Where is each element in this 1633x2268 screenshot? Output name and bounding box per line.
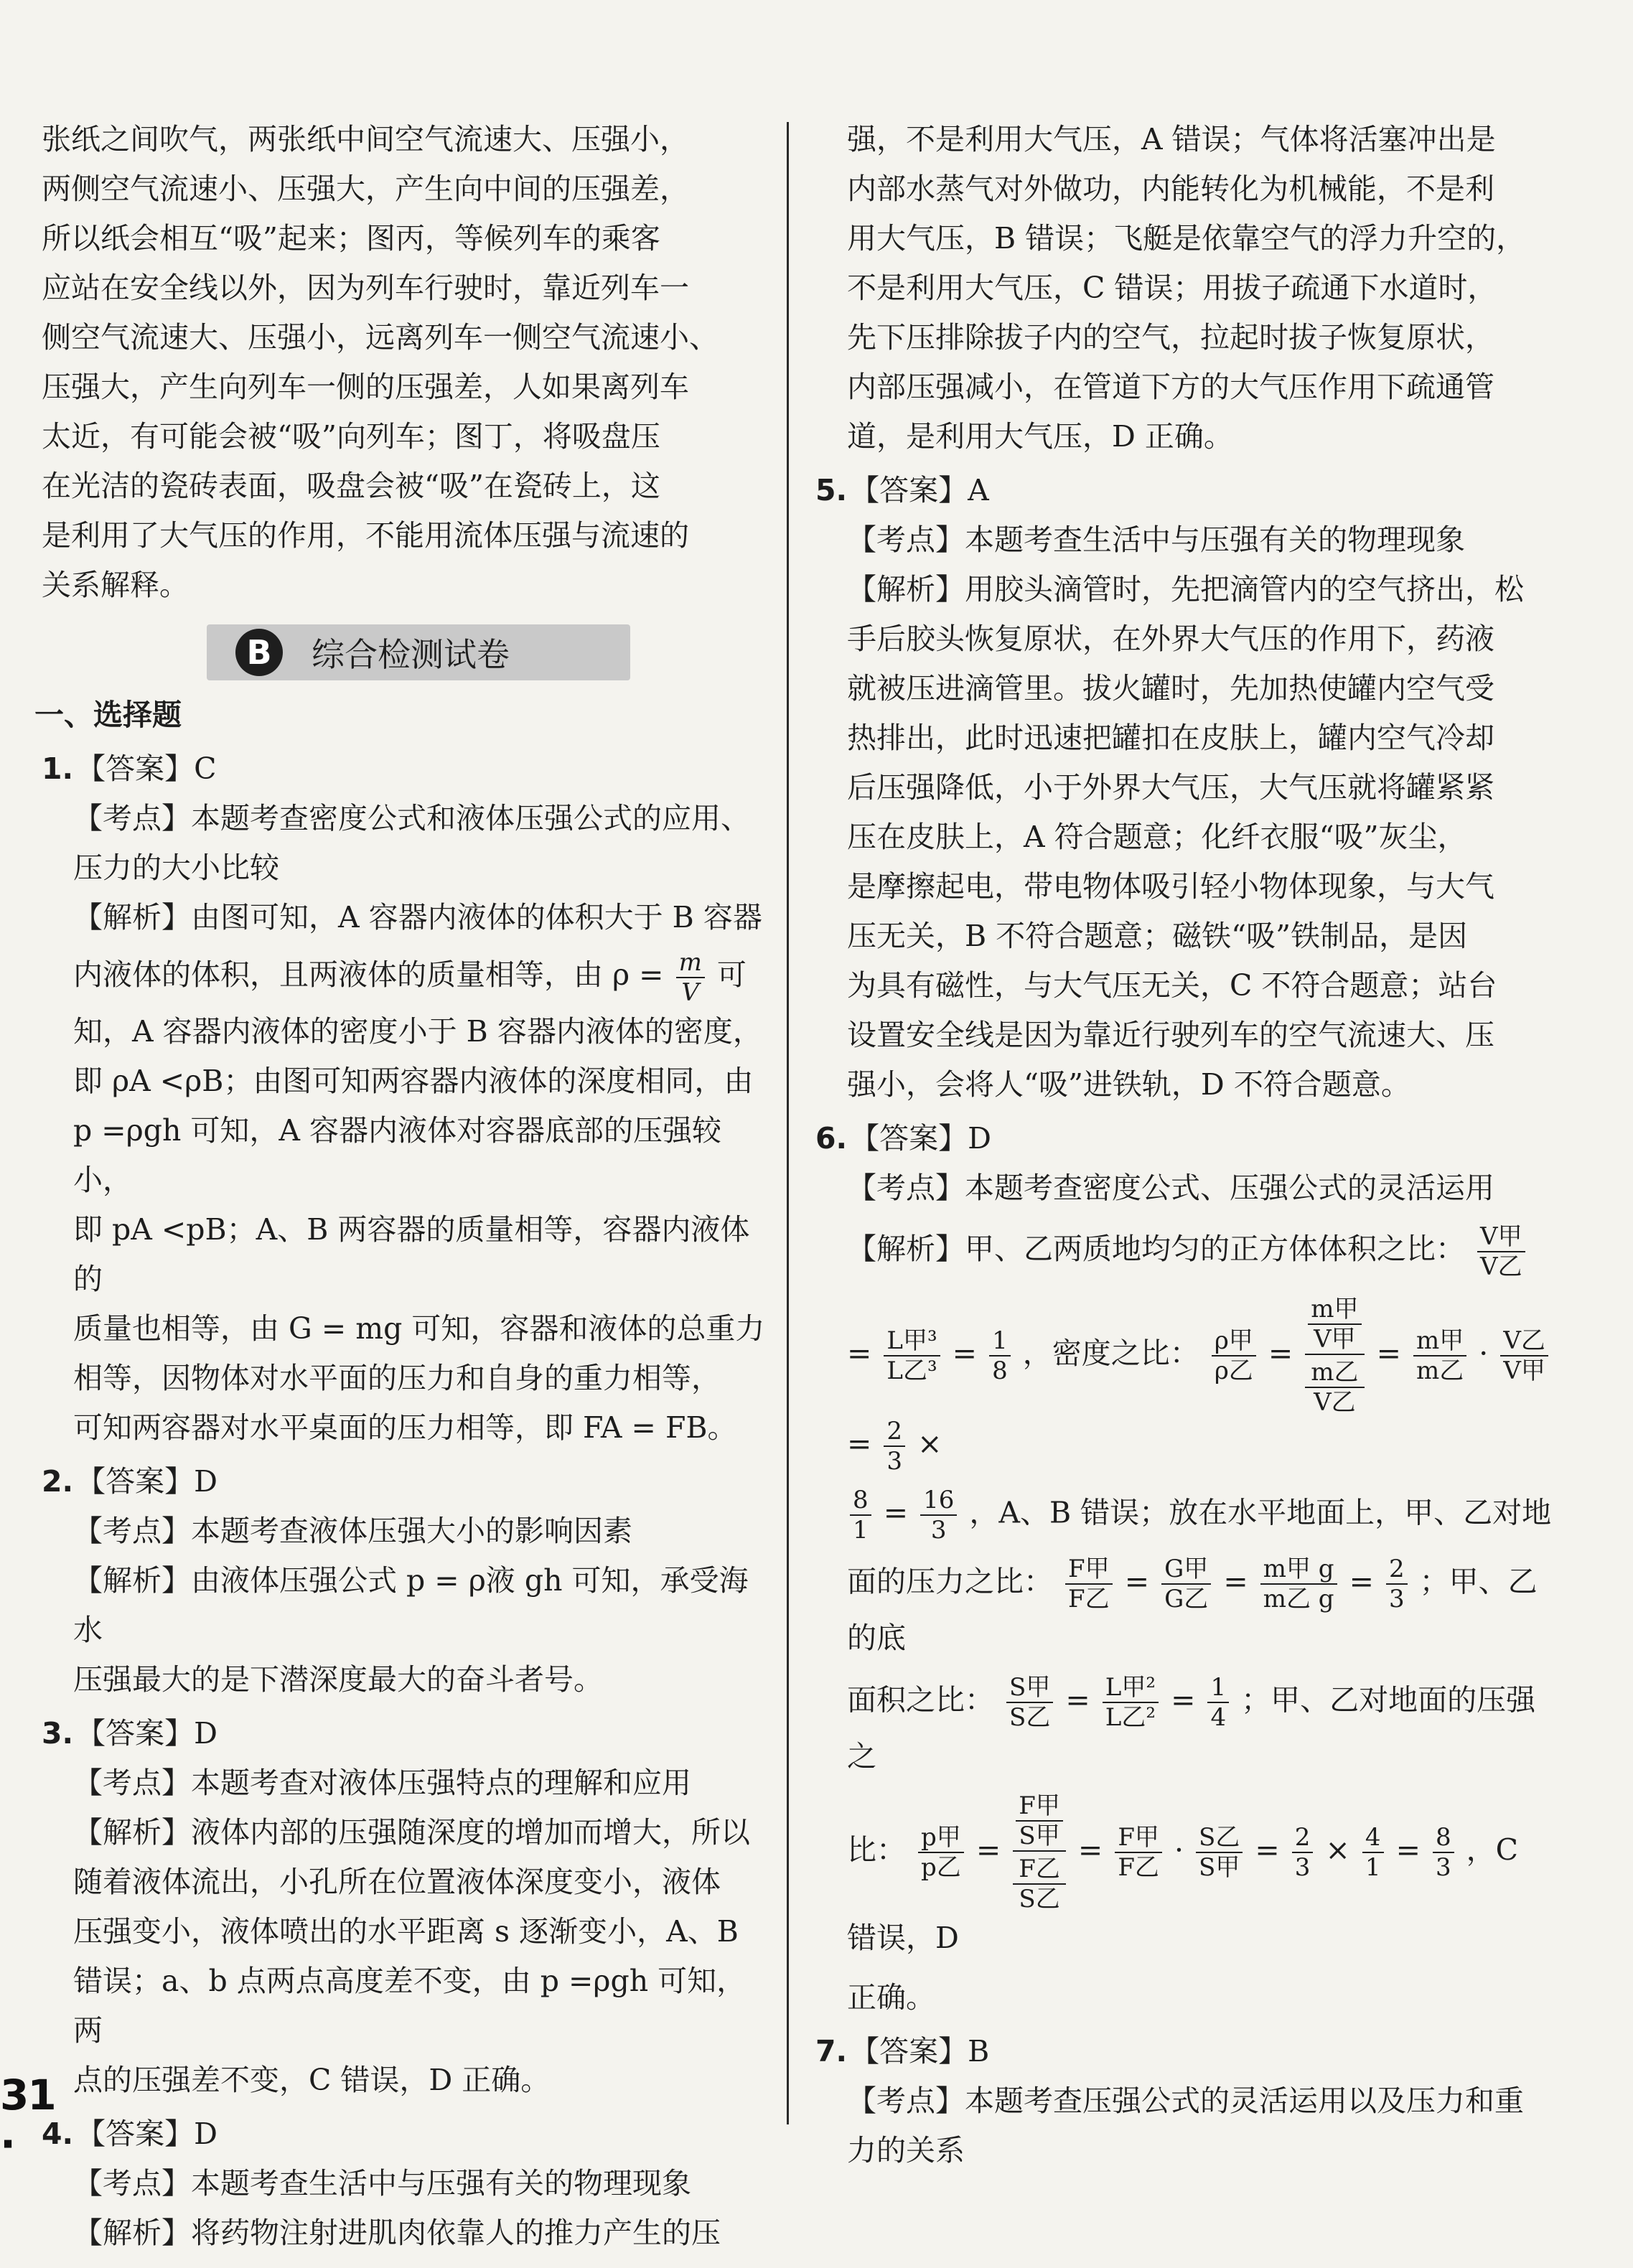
analysis: 【解析】用胶头滴管时，先把滴管内的空气挤出，松: [847, 572, 1524, 606]
numerator: G甲: [1161, 1555, 1211, 1585]
analysis: 【解析】将药物注射进肌肉依靠人的推力产生的压: [73, 2216, 721, 2250]
equation-text: ；甲、乙的底: [847, 1564, 1538, 1655]
analysis: 就被压进滴管里。拔火罐时，先加热使罐内空气受: [847, 671, 1494, 706]
analysis-text: 内液体的体积，且两液体的质量相等，由 ρ =: [73, 957, 664, 992]
equation-text: ，A、B 错误；放在水平地面上，甲、乙对地: [969, 1495, 1552, 1530]
analysis: 强小，会将人“吸”进铁轨，D 不符合题意。: [847, 1067, 1410, 1102]
fraction: [1196, 1823, 1243, 1882]
denominator: G乙: [1164, 1585, 1209, 1613]
equation-text: 面积之比：: [847, 1682, 994, 1718]
question-4-continued: [815, 115, 1555, 461]
answer: 【答案】D: [76, 1464, 217, 1499]
fraction: [1433, 1823, 1454, 1882]
denominator: ρ乙: [1214, 1356, 1253, 1385]
answer: 【答案】D: [850, 1121, 991, 1156]
fraction: [1065, 1555, 1113, 1613]
analysis: 后压强降低，小于外界大气压，大气压就将罐紧紧: [847, 770, 1494, 805]
fraction: [1362, 1823, 1384, 1882]
analysis: 内部水蒸气对外做功，内能转化为机械能，不是利: [847, 172, 1494, 206]
denominator: V甲: [1503, 1356, 1545, 1385]
question-7: [815, 2027, 1555, 2175]
denominator: p乙: [921, 1853, 961, 1882]
analysis: 先下压排除拔子内的空气，拉起时拔子恢复原状，: [847, 320, 1494, 355]
denominator: V乙: [1480, 1252, 1522, 1281]
denominator: F乙: [1068, 1585, 1110, 1613]
density-ratio-equation: = $\frac{\text{L甲³}}{\text{L乙³}}$ = $\frac{1}{8}$ ，密度之比： $\frac{\text{ρ甲}}{\text{ρ乙}}$ = $\frac{\frac{\text{m甲}}{\text{V甲}}}{\frac{\text{m乙}}{\text{V乙}}}$ = $\frac{\text{m甲}}{\text{m乙}}$ · $\frac{\text{V乙}}{\text{V甲}}$ = $\frac{2}{3}$ ×: [815, 1295, 1555, 1476]
analysis: 道，是利用大气压，D 正确。: [847, 419, 1233, 454]
denominator: 1: [853, 1516, 869, 1545]
analysis-with-formula: [815, 1213, 1555, 1285]
denominator: 4: [1210, 1703, 1227, 1732]
analysis: 知，A 容器内液体的密度小于 B 容器内液体的密度，: [73, 1014, 762, 1049]
question-4: [42, 2109, 767, 2258]
denominator: 3: [930, 1516, 947, 1545]
b-badge-icon: B: [235, 629, 283, 676]
numerator: F甲: [1065, 1555, 1113, 1585]
fraction: [1115, 1823, 1162, 1882]
pressure-force-line: 面的压力之比： $\frac{\text{F甲}}{\text{F乙}}$ = $\frac{\text{G甲}}{\text{G乙}}$ = $\frac{\text{m甲 g}}{\text{m乙 g}}$ = $\frac{2}{3}$ ；甲、乙的底: [847, 1555, 1538, 1655]
denominator: m乙: [1416, 1356, 1464, 1385]
fraction: [1212, 1326, 1256, 1385]
point: 【考点】本题考查生活中与压强有关的物理现象: [73, 2166, 691, 2201]
equation-text: ，C 错误，D: [847, 1832, 1519, 1955]
fraction: [920, 1486, 957, 1545]
area-ratio-line: 面积之比： $\frac{\text{S甲}}{\text{S乙}}$ = $\frac{\text{L甲²}}{\text{L乙²}}$ = $\frac{1}{4}$ ；甲、乙对地面的压强之: [847, 1673, 1536, 1773]
numerator: L甲³: [884, 1326, 940, 1356]
question-number: 6.: [815, 1121, 848, 1156]
point: 力的关系: [847, 2133, 965, 2168]
numerator: m: [676, 948, 705, 978]
analysis: 质量也相等，由 G = mg 可知，容器和液体的总重力: [73, 1311, 765, 1346]
text-line: 关系解释。: [42, 568, 189, 602]
numerator: S甲: [1006, 1673, 1053, 1703]
numerator: 2: [1386, 1555, 1408, 1585]
numerator: V乙: [1500, 1326, 1548, 1356]
analysis: 可知两容器对水平桌面的压力相等，即 FA = FB。: [73, 1410, 737, 1445]
denominator: V乙: [1314, 1388, 1356, 1417]
fraction: [1477, 1222, 1525, 1281]
analysis: 压强最大的是下潜深度最大的奋斗者号。: [73, 1662, 603, 1697]
fraction: [1013, 1855, 1066, 1913]
denominator: V甲: [1314, 1325, 1356, 1354]
text-line: 太近，有可能会被“吸”向列车；图丁，将吸盘压: [42, 419, 660, 454]
numerator: 8: [1433, 1823, 1454, 1853]
analysis: 错误；a、b 点两点高度差不变，由 p =ρgh 可知，两: [73, 1964, 747, 2048]
question-number: 7.: [815, 2034, 848, 2068]
banner-title: 综合检测试卷: [312, 635, 510, 674]
analysis: 强，不是利用大气压，A 错误；气体将活塞冲出是: [847, 122, 1496, 156]
fraction: [1013, 1791, 1066, 1852]
numerator: m甲 g: [1260, 1555, 1337, 1585]
numerator: L甲²: [1103, 1673, 1159, 1703]
analysis: 为具有磁性，与大气压无关，C 不符合题意；站台: [847, 968, 1497, 1003]
fraction: [1305, 1358, 1364, 1417]
fraction: [1260, 1555, 1337, 1613]
fraction: [850, 1486, 871, 1545]
denominator: 1: [1365, 1853, 1381, 1882]
denominator: m乙 g: [1263, 1585, 1334, 1613]
analysis: 【解析】由液体压强公式 p = ρ液 gh 可知，承受海水: [73, 1563, 749, 1647]
analysis: 随着液体流出，小孔所在位置液体深度变小，液体: [73, 1865, 721, 1899]
analysis: 点的压强差不变，C 错误，D 正确。: [73, 2063, 551, 2097]
compound-fraction: [1305, 1295, 1364, 1417]
numerator: 2: [1292, 1823, 1314, 1853]
point: 【考点】本题考查生活中与压强有关的物理现象: [847, 523, 1465, 557]
answer: 【答案】D: [76, 2117, 217, 2151]
numerator: m甲: [1413, 1326, 1466, 1356]
fraction: [1305, 1295, 1364, 1355]
fraction: [1413, 1326, 1466, 1385]
density-result-line: $\frac{8}{1}$ = $\frac{16}{3}$ ，A、B 错误；放在水平地面上，甲、乙对地: [815, 1486, 1555, 1545]
denominator: 3: [1388, 1585, 1405, 1613]
analysis: 正确。: [847, 1980, 935, 2015]
numerator: V甲: [1477, 1222, 1525, 1252]
analysis: 即 pA <pB；A、B 两容器的质量相等，容器内液体的: [73, 1212, 750, 1296]
analysis: 相等，因物体对水平面的压力和自身的重力相等，: [73, 1361, 721, 1395]
answer: 【答案】C: [76, 751, 217, 786]
fraction: [676, 948, 705, 1007]
fraction: [1500, 1326, 1548, 1385]
question-6: [815, 1114, 1555, 2023]
text-line: 两侧空气流速小、压强大，产生向中间的压强差，: [42, 172, 689, 206]
denominator: 3: [886, 1447, 903, 1476]
analysis: p =ρgh 可知，A 容器内液体对容器底部的压强较小，: [73, 1113, 722, 1197]
compound-fraction: [1013, 1791, 1066, 1913]
fraction: [1006, 1673, 1053, 1732]
text-line: 张纸之间吹气，两张纸中间空气流速大、压强小，: [42, 122, 689, 156]
denominator: S乙: [1009, 1703, 1051, 1732]
equation-text: 面的压力之比：: [847, 1564, 1053, 1599]
column-divider: [787, 122, 789, 2124]
point: 【考点】本题考查液体压强大小的影响因素: [73, 1514, 632, 1548]
numerator: 8: [850, 1486, 871, 1516]
question-number: 2.: [42, 1464, 74, 1499]
numerator: 4: [1362, 1823, 1384, 1853]
question-number: 4.: [42, 2117, 74, 2151]
fraction: [1161, 1555, 1211, 1613]
denominator: F乙: [1118, 1853, 1159, 1882]
question-number: 3.: [42, 1716, 74, 1751]
answer: 【答案】D: [76, 1716, 217, 1751]
text-line: 在光洁的瓷砖表面，吸盘会被“吸”在瓷砖上，这: [42, 469, 660, 503]
text-line: 压强大，产生向列车一侧的压强差，人如果离列车: [42, 370, 689, 404]
denominator: V: [681, 978, 699, 1007]
analysis-text: 【解析】甲、乙两质地均匀的正方体体积之比：: [847, 1232, 1465, 1266]
denominator: 8: [992, 1356, 1008, 1385]
answer: 【答案】B: [850, 2034, 990, 2068]
denominator: 3: [1435, 1853, 1451, 1882]
right-column: [815, 115, 1555, 2175]
analysis: 是摩擦起电，带电物体吸引轻小物体现象，与大气: [847, 869, 1494, 904]
denominator: 3: [1294, 1853, 1311, 1882]
numerator: 16: [920, 1486, 957, 1516]
analysis: 即 ρA <ρB；由图可知两容器内液体的深度相同，由: [73, 1064, 754, 1098]
point: 【考点】本题考查密度公式和液体压强公式的应用、: [73, 801, 750, 835]
question-3: [42, 1709, 767, 2105]
analysis: 手后胶头恢复原状，在外界大气压的作用下，药液: [847, 622, 1494, 656]
question-number: 5.: [815, 473, 848, 507]
equation-text: ；甲、乙对地面的压强之: [847, 1682, 1536, 1773]
text-line: 所以纸会相互“吸”起来；图丙，等候列车的乘客: [42, 221, 660, 256]
question-number: 1.: [42, 751, 74, 786]
numerator: S乙: [1196, 1823, 1243, 1853]
fraction: [1207, 1673, 1229, 1732]
fraction: [989, 1326, 1011, 1385]
denominator: L乙²: [1105, 1703, 1156, 1732]
point: 压力的大小比较: [73, 851, 279, 885]
equation-text: ，密度之比：: [1022, 1336, 1199, 1371]
analysis: 压在皮肤上，A 符合题意；化纤衣服“吸”灰尘，: [847, 820, 1467, 854]
equation-text: 比：: [847, 1832, 906, 1868]
numerator: p甲: [918, 1823, 964, 1853]
denominator: S甲: [1199, 1853, 1240, 1882]
text-line: 是利用了大气压的作用，不能用流体压强与流速的: [42, 518, 689, 553]
fraction: [1292, 1823, 1314, 1882]
analysis: 【解析】液体内部的压强随深度的增加而增大，所以: [73, 1815, 750, 1850]
fraction: [1386, 1555, 1408, 1613]
page-number: 31 ·: [0, 2071, 55, 2168]
fraction: [884, 1417, 905, 1476]
analysis: 内部压强减小，在管道下方的大气压作用下疏通管: [847, 370, 1494, 404]
analysis: 不是利用大气压，C 错误；用拔子疏通下水道时，: [847, 271, 1497, 305]
numerator: F乙: [1013, 1855, 1066, 1885]
numerator: F甲: [1016, 1791, 1063, 1822]
question-1: [42, 744, 767, 1453]
text-line: 侧空气流速大、压强小，远离列车一侧空气流速小、: [42, 320, 719, 355]
analysis: 设置安全线是因为靠近行驶列车的空气流速大、压: [847, 1018, 1494, 1052]
analysis: 热排出，此时迅速把罐扣在皮肤上，罐内空气冷却: [847, 721, 1494, 755]
intro-text: [42, 115, 767, 610]
numerator: 1: [1207, 1673, 1229, 1703]
question-5: [815, 466, 1555, 1110]
fraction: [1103, 1673, 1159, 1732]
analysis-with-formula: [42, 942, 767, 1007]
denominator: S乙: [1019, 1885, 1060, 1913]
point: 【考点】本题考查对液体压强特点的理解和应用: [73, 1766, 691, 1800]
numerator: ρ甲: [1212, 1326, 1256, 1356]
analysis: 压无关，B 不符合题意；磁铁“吸”铁制品，是因: [847, 919, 1468, 953]
numerator: m甲: [1308, 1295, 1361, 1325]
analysis: 用大气压，B 错误；飞艇是依靠空气的浮力升空的，: [847, 221, 1526, 256]
numerator: 2: [884, 1417, 905, 1447]
point: 【考点】本题考查密度公式、压强公式的灵活运用: [847, 1171, 1494, 1205]
pressure-ratio-line: 比： $\frac{\text{p甲}}{\text{p乙}}$ = $\frac{\frac{\text{F甲}}{\text{S甲}}}{\frac{\text{F乙}}{\text{S乙}}}$ = $\frac{\text{F甲}}{\text{F乙}}$ · $\frac{\text{S乙}}{\text{S甲}}$ = $\frac{2}{3}$ × $\frac{4}{1}$ = $\frac{8}{3}$ ，C 错误，D: [847, 1791, 1519, 1955]
question-2: [42, 1457, 767, 1705]
section-banner: [207, 624, 630, 680]
denominator: L乙³: [886, 1356, 937, 1385]
text-line: 应站在安全线以外，因为列车行驶时，靠近列车一: [42, 271, 689, 305]
numerator: 1: [989, 1326, 1011, 1356]
left-column: [34, 115, 767, 2258]
analysis-text: 可: [716, 957, 747, 992]
section-title: 一、选择题: [34, 698, 182, 732]
fraction: [918, 1823, 964, 1882]
answer: 【答案】A: [850, 473, 989, 507]
denominator: S甲: [1019, 1822, 1060, 1850]
numerator: m乙: [1305, 1358, 1364, 1388]
analysis: 【解析】由图可知，A 容器内液体的体积大于 B 容器: [73, 900, 762, 934]
numerator: F甲: [1115, 1823, 1162, 1853]
point: 【考点】本题考查压强公式的灵活运用以及压力和重: [847, 2084, 1524, 2118]
analysis: 压强变小，液体喷出的水平距离 s 逐渐变小，A、B: [73, 1914, 739, 1949]
fraction: [884, 1326, 940, 1385]
